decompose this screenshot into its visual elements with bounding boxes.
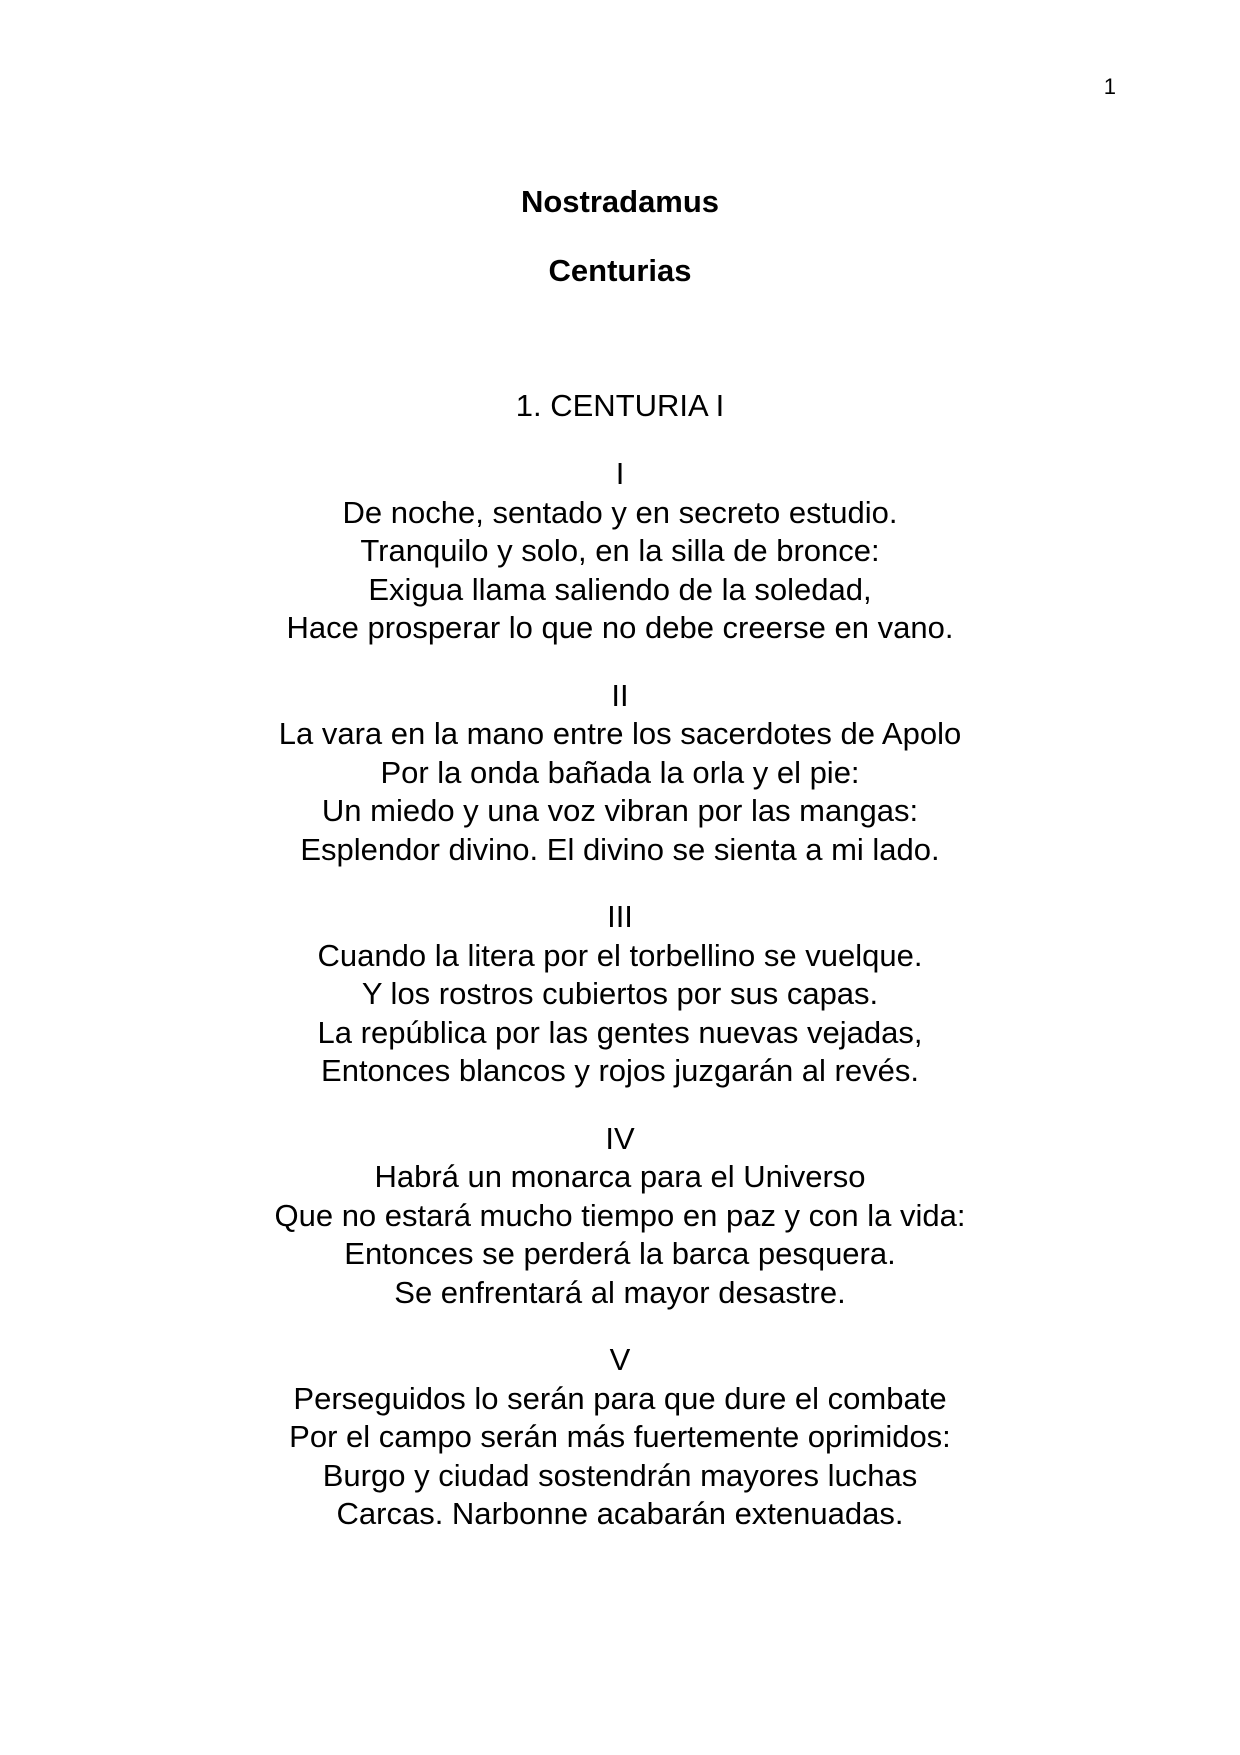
document-subtitle: Centurias bbox=[548, 253, 692, 288]
verse-line: Burgo y ciudad sostendrán mayores luchas bbox=[322, 1457, 918, 1493]
quatrain-list bbox=[0, 455, 1240, 1563]
quatrain-numeral: III bbox=[607, 899, 633, 934]
verse-line: Se enfrentará al mayor desastre. bbox=[394, 1274, 846, 1310]
verse-line: La república por las gentes nuevas vejadas, bbox=[317, 1014, 923, 1050]
section-heading: 1. CENTURIA I bbox=[515, 388, 725, 423]
quatrain bbox=[0, 677, 1240, 870]
verse-line: Un miedo y una voz vibran por las mangas: bbox=[321, 793, 919, 828]
verse-line: La vara en la mano entre los sacerdotes de Apolo bbox=[278, 716, 962, 751]
quatrain-numeral: II bbox=[611, 677, 629, 713]
verse-line: Y los rostros cubiertos por sus capas. bbox=[361, 976, 879, 1011]
verse-line: Hace prosperar lo que no debe creerse en vano. bbox=[286, 610, 954, 645]
verse-line: Tranquilo y solo, en la silla de bronce: bbox=[360, 533, 880, 568]
quatrain bbox=[0, 1120, 1240, 1313]
verse-line: Que no estará mucho tiempo en paz y con la vida: bbox=[274, 1197, 966, 1233]
quatrain bbox=[0, 455, 1240, 648]
quatrain-numeral: IV bbox=[605, 1120, 635, 1156]
verse-line: Carcas. Narbonne acabarán extenuadas. bbox=[336, 1496, 904, 1531]
verse-line: Esplendor divino. El divino se sienta a mi lado. bbox=[300, 831, 940, 867]
quatrain bbox=[0, 898, 1240, 1091]
verse-line: Perseguidos lo serán para que dure el combate bbox=[293, 1380, 947, 1416]
quatrain-numeral: I bbox=[615, 456, 625, 491]
verse-line: Exigua llama saliendo de la soledad, bbox=[368, 571, 872, 607]
quatrain bbox=[0, 1341, 1240, 1534]
page-number: 1 bbox=[1103, 74, 1116, 99]
verse-line: Por el campo serán más fuertemente oprimidos: bbox=[289, 1419, 951, 1454]
quatrain-numeral: V bbox=[609, 1342, 631, 1377]
document-title: Nostradamus bbox=[520, 184, 720, 219]
verse-line: Cuando la litera por el torbellino se vuelque. bbox=[317, 937, 923, 973]
verse-line: Entonces se perderá la barca pesquera. bbox=[344, 1236, 896, 1271]
verse-line: De noche, sentado y en secreto estudio. bbox=[342, 494, 898, 530]
verse-line: Por la onda bañada la orla y el pie: bbox=[380, 754, 860, 790]
verse-line: Entonces blancos y rojos juzgarán al revés. bbox=[321, 1053, 919, 1088]
verse-line: Habrá un monarca para el Universo bbox=[374, 1159, 866, 1194]
